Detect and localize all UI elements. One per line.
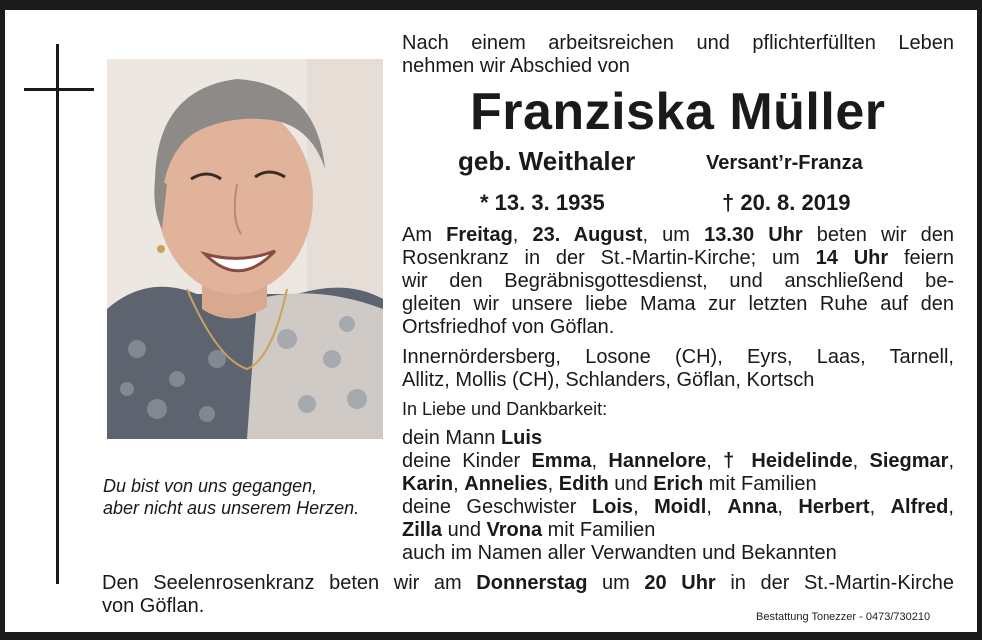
portrait-photo	[107, 59, 383, 439]
family-siblings-line-1: deine Geschwister Lois, Moidl, Anna, Herbert, Alfred,	[402, 496, 954, 518]
service-line-5: Ortsfriedhof von Göflan.	[402, 316, 615, 338]
death-date: † 20. 8. 2019	[722, 190, 851, 215]
rosary-line-2: von Göflan.	[102, 595, 205, 617]
love-gratitude: In Liebe und Dankbarkeit:	[402, 399, 608, 419]
intro-text	[402, 32, 954, 78]
maiden-name: geb. Weithaler	[458, 146, 636, 176]
family-husband: dein Mann Luis	[402, 427, 543, 449]
family-children-line-1: deine Kinder Emma, Hannelore, † Heidelinde, Siegmar,	[402, 450, 954, 472]
undertaker-credit: Bestattung Tonezzer - 0473/730210	[756, 611, 931, 623]
family-list	[402, 427, 954, 565]
service-line-2: Rosenkranz in der St.-Martin-Kirche; um 14 Uhr feiern	[402, 247, 955, 269]
intro-line-1: Nach einem arbeitsreichen und pflichterfüllten Leben	[402, 32, 954, 54]
family-siblings-line-2: Zilla und Vrona mit Familien	[402, 519, 656, 541]
service-line-1: Am Freitag, 23. August, um 13.30 Uhr beten wir den	[402, 224, 954, 246]
deceased-name: Franziska Müller	[470, 83, 886, 141]
quote-line-2: aber nicht aus unserem Herzen.	[103, 498, 360, 518]
service-line-3: wir den Begräbnisgottesdienst, und anschließend be-	[402, 270, 954, 292]
family-relatives: auch im Namen aller Verwandten und Bekannten	[402, 542, 837, 564]
memorial-quote	[103, 475, 393, 519]
places-line-2: Allitz, Mollis (CH), Schlanders, Göflan, Kortsch	[402, 369, 815, 391]
cross-vertical-bar	[56, 44, 59, 584]
places-list	[402, 346, 954, 392]
service-line-4: gleiten wir unsere liebe Mama zur letzten Ruhe auf den	[402, 293, 954, 315]
birth-date: * 13. 3. 1935	[480, 190, 605, 215]
intro-line-2: nehmen wir Abschied von	[402, 55, 630, 77]
funeral-service-text	[402, 224, 954, 339]
cross-horizontal-bar	[24, 88, 94, 91]
places-line-1: Innernördersberg, Losone (CH), Eyrs, Laas, Tarnell,	[402, 346, 954, 368]
rosary-line-1: Den Seelenrosenkranz beten wir am Donnerstag um 20 Uhr in der St.-Martin-Kirche	[102, 572, 955, 594]
family-children-line-2: Karin, Annelies, Edith und Erich mit Familien	[402, 473, 817, 495]
quote-line-1: Du bist von uns gegangen,	[103, 476, 318, 496]
nickname: Versant’r-Franza	[706, 152, 863, 174]
